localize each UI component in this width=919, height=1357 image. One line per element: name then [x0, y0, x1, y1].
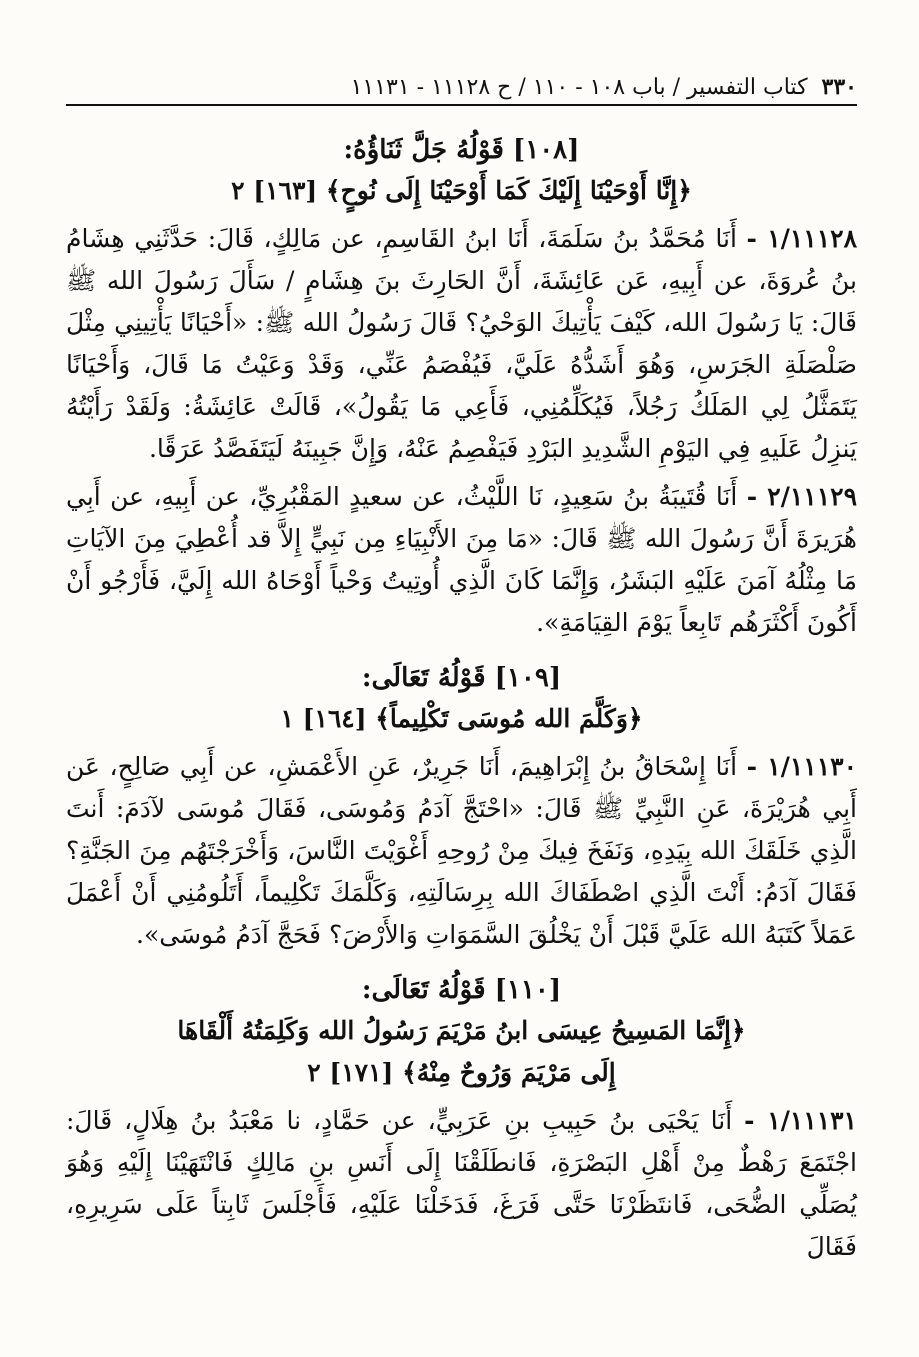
page-header — [66, 68, 857, 106]
section-heading: [١٠٨] قَوْلُهُ جَلَّ ثَنَاؤُهُ: — [343, 135, 580, 165]
page-number: ٣٣٠ — [821, 74, 857, 100]
hadith-text: أَنَا مُحَمَّدُ بنُ سَلَمَةَ، أَنَا ابنُ القَاسِمِ، عن مَالِكٍ، قَالَ: حَدَّثَنِي هِشَامُ بنُ عُروَةَ، عن أَبِيهِ، عَن عَائِشَةَ، أَنَّ الحَارِثَ بنَ هِشَامٍ / سَأَلَ رَسُولَ الله ﷺ قَالَ: يَا رَسُولَ الله، كَيْفَ يَأْتِيكَ الوَحْيُ؟ قَالَ رَسُولُ الله ﷺ: «أَحْيَانًا يَأْتِينِي مِثْلَ صَلْصَلَةِ الجَرَسِ، وَهُوَ أَشَدُّهُ عَلَيَّ، فَيُفْصَمُ عَنِّي، وَقَدْ وَعَيْتُ مَا قَالَ، وَأَحْيَانًا يَتَمَثَّلُ لِي المَلَكُ رَجُلاً، فَيُكَلِّمُنِي، فَأَعِي مَا يَقُولُ»، قَالَتْ عَائِشَةُ: وَلَقَدْ رَأَيْتُهُ يَنزِلُ عَلَيهِ فِي اليَوْمِ الشَّدِيدِ البَرْدِ فَيَفْصِمُ عَنْهُ، وَإِنَّ جَبِينَهُ لَيَتَفَصَّدُ عَرَقًا. — [66, 224, 857, 463]
running-title: كتاب التفسير / باب ١٠٨ - ١١٠ / ح ١١١٢٨ - ١١١٣١ — [350, 75, 808, 100]
section-heading: [١١٠] قَوْلُهُ تَعَالَى: — [361, 975, 562, 1005]
hadith-number: ١/١١١٢٨ - — [746, 224, 857, 253]
quran-verse: ﴿وَكَلَّمَ الله مُوسَى تَكْلِيماً﴾ [١٦٤] ١ — [280, 704, 643, 733]
hadith-paragraph — [66, 218, 857, 470]
hadith-number: ١/١١١٣١ - — [744, 1106, 857, 1135]
section-108 — [66, 130, 857, 644]
hadith-text: أَنَا قُتَيبَةُ بنُ سَعِيدٍ، نَا اللَّيْثُ، عن سعيدٍ المَقْبُرِيِّ، عن أَبِيهِ، عن أَبِي هُرَيرَةَ أَنَّ رَسُولَ الله ﷺ قَالَ: «مَا مِنَ الأَنْبِيَاءِ مِن نَبِيٍّ إِلاَّ قد أُعْطِيَ مِنَ الآيَاتِ مَا مِثْلُهُ آمَنَ عَلَيْهِ البَشَرُ، وَإِنَّمَا كَانَ الَّذِي أُوتِيتُ وَحْياً أَوْحَاهُ الله إِلَيَّ، فَأَرْجُو أَنْ أَكُونَ أَكْثَرَهُم تَابِعاً يَوْمَ القِيَامَةِ». — [66, 482, 857, 637]
hadith-number: ١/١١١٣٠ - — [746, 752, 857, 781]
section-110 — [66, 970, 857, 1268]
section-heading: [١٠٩] قَوْلُهُ تَعَالَى: — [361, 663, 562, 693]
section-109 — [66, 658, 857, 956]
hadith-text: أَنَا إِسْحَاقُ بنُ إِبْرَاهِيمَ، أَنَا جَرِيرٌ، عَنِ الأَعْمَشِ، عن أَبِي صَالِحٍ، عَن أَبِي هُرَيْرَةَ، عَنِ النَّبِيِّ ﷺ قَالَ: «احْتَجَّ آدَمُ وَمُوسَى، فَقَالَ مُوسَى لآدَمَ: أَنتَ الَّذِي خَلَقَكَ الله بِيَدِهِ، وَنَفَخَ فِيكَ مِنْ رُوحِهِ أَغْوَيْتَ النَّاسَ، وَأَخْرَجْتَهُم مِنَ الجَنَّةِ؟ فَقَالَ آدَمُ: أَنْتَ الَّذِي اصْطَفَاكَ الله بِرِسَالَتِهِ، وَكَلَّمَكَ تَكْلِيماً، أَتَلُومُنِي أَنْ أَعْمَلَ عَمَلاً كَتَبَهُ الله عَلَيَّ قَبْلَ أَنْ يَخْلُقَ السَّمَوَاتِ وَالأَرْضَ؟ فَحَجَّ آدَمُ مُوسَى». — [66, 752, 857, 949]
quran-verse: ﴿إِنَّا أَوْحَيْنَا إِلَيْكَ كَمَا أَوْحَيْنَا إِلَى نُوحٍ﴾ [١٦٣] ٢ — [231, 176, 692, 205]
hadith-text: أَنَا يَحْيَى بنُ حَبِيبِ بنِ عَرَبِيٍّ، عن حَمَّادٍ، نا مَعْبَدُ بنُ هِلَالٍ، قَالَ: اجْتَمَعَ رَهْطٌ مِنْ أَهْلِ البَصْرَةِ، فَانطَلَقْنَا إِلَى أَنَسِ بنِ مَالِكٍ فَانْتَهَيْنَا إِلَيْهِ وَهُوَ يُصَلِّي الضُّحَى، فَانتَظَرْنَا حَتَّى فَرَغَ، فَدَخَلْنَا عَلَيْهِ، فَأَجْلَسَ ثَابِتاً عَلَى سَرِيرِهِ، فَقَالَ — [66, 1106, 857, 1261]
hadith-paragraph — [66, 746, 857, 956]
hadith-paragraph — [66, 1100, 857, 1268]
hadith-paragraph — [66, 476, 857, 644]
quran-verse: إِلَى مَرْيَمَ وَرُوحٌ مِنْهُ﴾ [١٧١] ٢ — [307, 1058, 616, 1087]
quran-verse: ﴿إِنَّمَا المَسِيحُ عِيسَى ابنُ مَرْيَمَ رَسُولُ الله وَكَلِمَتُهُ أَلْقَاهَا — [177, 1016, 746, 1045]
hadith-number: ٢/١١١٢٩ - — [746, 482, 857, 511]
page-body — [66, 130, 857, 1268]
